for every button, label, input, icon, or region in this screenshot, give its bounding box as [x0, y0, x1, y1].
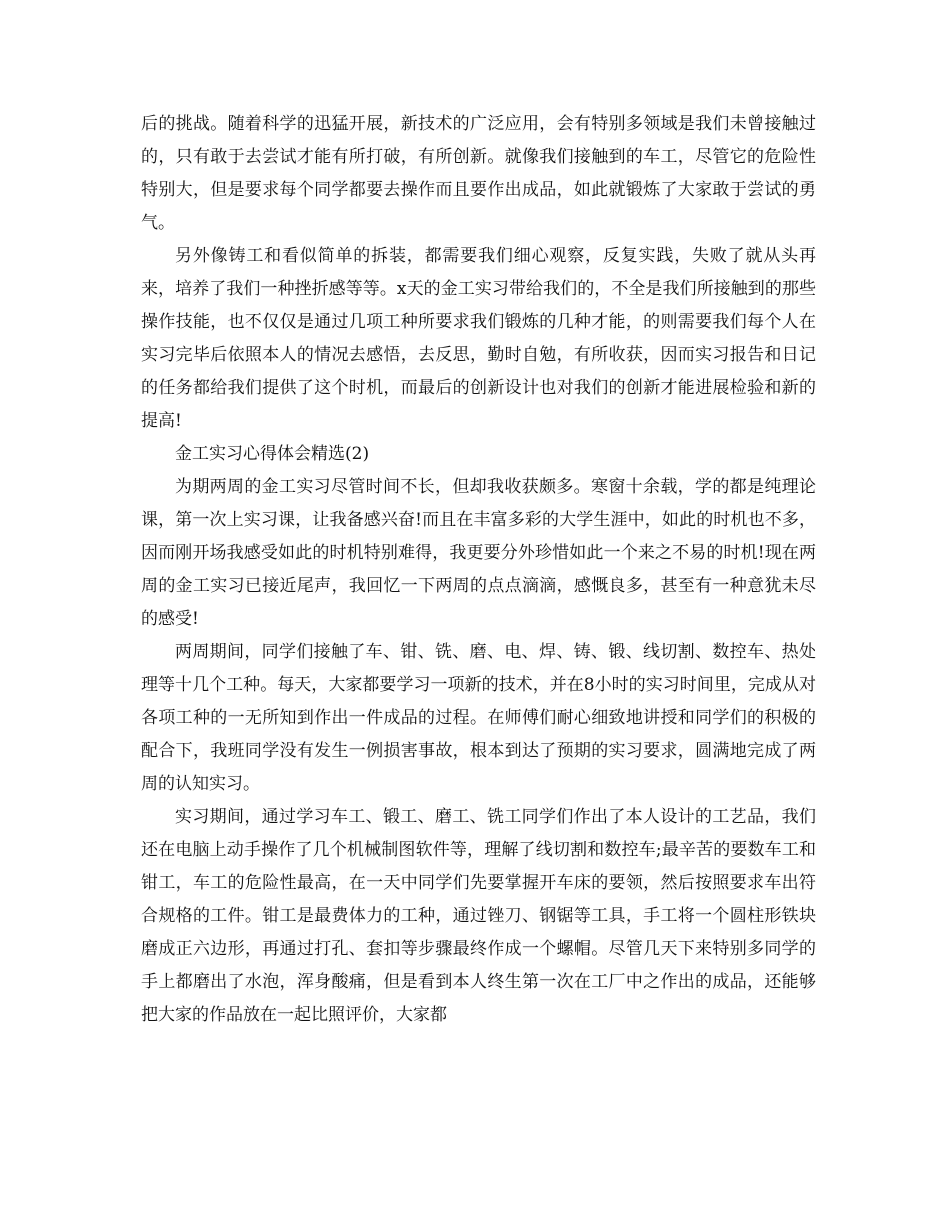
- section-heading: 金工实习心得体会精选(2): [175, 444, 370, 464]
- document-body: [141, 108, 816, 1032]
- paragraph: 两周期间，同学们接触了车、钳、铣、磨、电、焊、铸、锻、线切割、数控车、热处理等十几个工种。每天，大家都要学习一项新的技术，并在8小时的实习时间里，完成从对各项工种的一无所知到作出一件成品的过程。在师傅们耐心细致地讲授和同学们的积极的配合下，我班同学没有发生一例损害事故，根本到达了预期的实习要求，圆满地完成了两周的认知实习。: [141, 642, 816, 794]
- paragraph: 为期两周的金工实习尽管时间不长，但却我收获颇多。寒窗十余载，学的都是纯理论课，第一次上实习课，让我备感兴奋!而且在丰富多彩的大学生涯中，如此的时机也不多，因而刚开场我感受如此的时机特别难得，我更要分外珍惜如此一个来之不易的时机!现在两周的金工实习已接近尾声，我回忆一下两周的点点滴滴，感慨良多，甚至有一种意犹未尽的感受!: [141, 477, 816, 629]
- paragraph-continuation: 后的挑战。随着科学的迅猛开展，新技术的广泛应用，会有特别多领域是我们未曾接触过的，只有敢于去尝试才能有所打破，有所创新。就像我们接触到的车工，尽管它的危险性特别大，但是要求每个同学都要去操作而且要作出成品，如此就锻炼了大家敢于尝试的勇气。: [141, 114, 816, 233]
- paragraph: 实习期间，通过学习车工、锻工、磨工、铣工同学们作出了本人设计的工艺品，我们还在电脑上动手操作了几个机械制图软件等，理解了线切割和数控车;最辛苦的要数车工和钳工，车工的危险性最高，在一天中同学们先要掌握开车床的要领，然后按照要求车出符合规格的工件。钳工是最费体力的工种，通过锉刀、钢锯等工具，手工将一个圆柱形铁块磨成正六边形，再通过打孔、套扣等步骤最终作成一个螺帽。尽管几天下来特别多同学的手上都磨出了水泡，浑身酸痛，但是看到本人终生第一次在工厂中之作出的成品，还能够把大家的作品放在一起比照评价，大家都: [141, 807, 816, 1025]
- paragraph: 另外像铸工和看似简单的拆装，都需要我们细心观察，反复实践，失败了就从头再来，培养了我们一种挫折感等等。x天的金工实习带给我们的，不全是我们所接触到的那些操作技能，也不仅仅是通过几项工种所要求我们锻炼的几种才能，的则需要我们每个人在实习完毕后依照本人的情况去感悟，去反思，勤时自勉，有所收获，因而实习报告和日记的任务都给我们提供了这个时机，而最后的创新设计也对我们的创新才能进展检验和新的提高!: [141, 246, 816, 431]
